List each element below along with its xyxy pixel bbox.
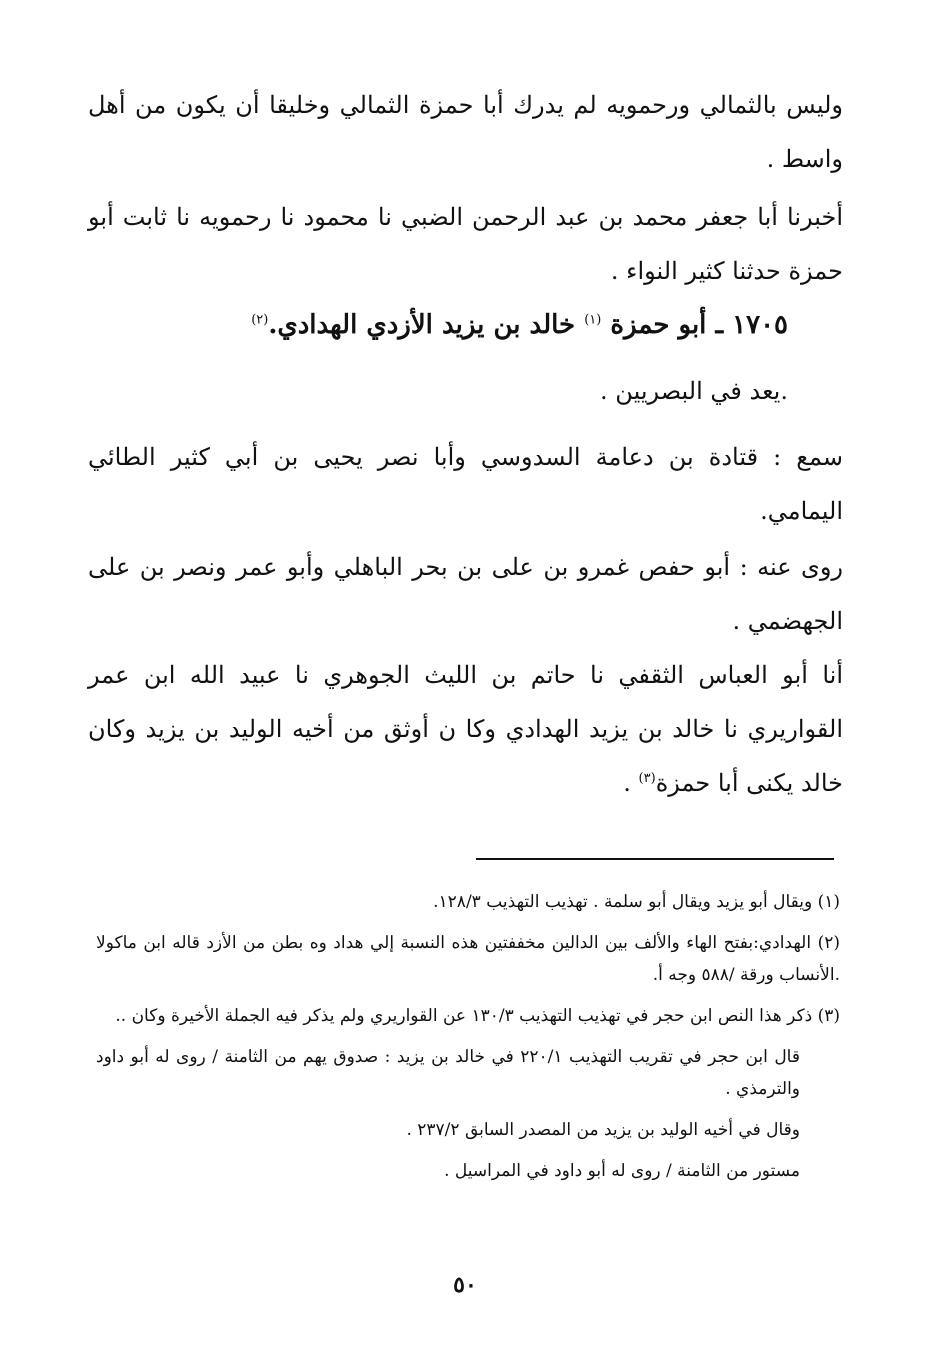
footnote-1: (١) ويقال أبو يزيد ويقال أبو سلمة . تهذيب التهذيب ١٢٨/٣. <box>433 892 840 912</box>
footnote-3-note-b: وقال في أخيه الوليد بن يزيد من المصدر السابق ٢٣٧/٢ . <box>406 1120 800 1140</box>
footnote-ref-1[interactable]: (١) <box>584 312 602 328</box>
footnote-3-note-c: مستور من الثامنة / روى له أبو داود في المراسيل . <box>444 1161 800 1181</box>
entry-title-part-2: خالد بن يزيد الأزدي الهدادي. <box>268 310 576 340</box>
entry-heading <box>88 300 788 350</box>
paragraph-6-end: . <box>623 769 639 797</box>
paragraph-6-text: أنا أبو العباس الثقفي نا حاتم بن الليث الجوهري نا عبيد الله ابن عمر القواريري نا خالد بن يزيد الهدادي وكا ن أوثق من أخيه الوليد بن يزيد وكان خالد يكنى أبا حمزة <box>88 661 843 797</box>
entry-number: ١٧٠٥ <box>732 310 788 340</box>
paragraph-3: .يعد في البصريين . <box>600 377 788 405</box>
footnote-2: (٢) الهدادي:بفتح الهاء والألف بين الدالين مخففتين هذه النسبة إلي هداد وه بطن من الأزد قاله ابن ماكولا .الأنساب ورقة /٥٨٨ وجه أ. <box>96 933 840 985</box>
footnote-ref-3[interactable]: (٣) <box>638 771 656 786</box>
footnote-separator <box>476 858 834 860</box>
paragraph-5: روى عنه : أبو حفص غمرو بن على بن بحر الباهلي وأبو عمر ونصر بن على الجهضمي . <box>88 553 843 635</box>
paragraph-1: وليس بالثمالي ورحمويه لم يدرك أبا حمزة الثمالي وخليقا أن يكون من أهل واسط . <box>88 91 843 173</box>
paragraph-2: أخبرنا أبا جعفر محمد بن عبد الرحمن الضبي نا محمود نا رحمويه نا ثابت أبو حمزة حدثنا كثير النواء . <box>88 203 843 285</box>
entry-title-part-1: ـ أبو حمزة <box>610 310 724 340</box>
paragraph-4: سمع : قتادة بن دعامة السدوسي وأبا نصر يحيى بن أبي كثير الطائي اليمامي. <box>88 443 843 525</box>
footnote-3: (٣) ذكر هذا النص ابن حجر في تهذيب التهذيب ١٣٠/٣ عن القواريري ولم يذكر فيه الجملة الأخيرة وكان .. <box>115 1006 840 1026</box>
page-number: ٥٠ <box>453 1272 477 1298</box>
footnote-3-note-a: قال ابن حجر في تقريب التهذيب ٢٢٠/١ في خالد بن يزيد : صدوق يهم من الثامنة / روى له أبو داود والترمذي . <box>96 1047 800 1099</box>
footnote-ref-2[interactable]: (٢) <box>251 312 269 328</box>
paragraph-6 <box>88 648 843 810</box>
footnotes-section <box>96 886 840 1196</box>
